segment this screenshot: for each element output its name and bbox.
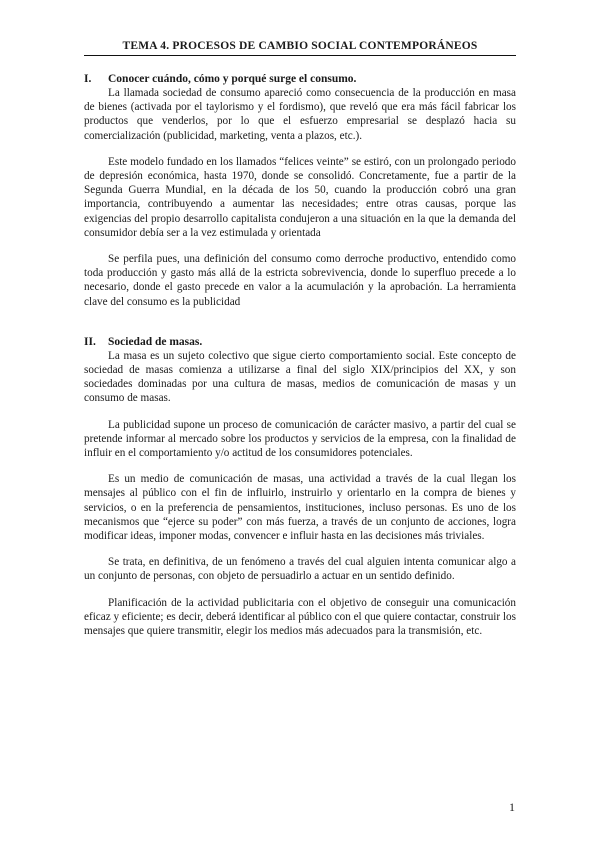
- page-title: TEMA 4. PROCESOS DE CAMBIO SOCIAL CONTEMPORÁNEOS: [84, 40, 516, 56]
- paragraph: Se perfila pues, una definición del consumo como derroche productivo, entendido como toda producción y gasto más allá de la estricta sobrevivencia, donde lo superfluo precede a lo necesario, donde el gasto precede en valor a la acumulación y la aprobación. La herramienta clave del consumo es la publicidad: [84, 253, 516, 308]
- section-heading-consumo: [84, 72, 516, 86]
- paragraph: La masa es un sujeto colectivo que sigue cierto comportamiento social. Este concepto de sociedad de masas comienza a utilizarse a final del siglo XIX/principios del XX, y son sociedades dominadas por una cultura de masas, medios de comunicación de masas y un consumo de masas.: [84, 349, 516, 405]
- paragraph: Se trata, en definitiva, de un fenómeno a través del cual alguien intenta comunicar algo a un conjunto de personas, con objeto de persuadirlo a actuar en un sentido definido.: [84, 556, 516, 583]
- section-heading-sociedad-de-masas: [84, 335, 516, 349]
- paragraph: La publicidad supone un proceso de comunicación de carácter masivo, a partir del cual se pretende informar al mercado sobre los productos y servicios de la empresa, con la finalidad de influir en el comportamiento y/o actitud de los consumidores potenciales.: [84, 418, 516, 460]
- section-number: II.: [84, 335, 96, 348]
- paragraph: Es un medio de comunicación de masas, una actividad a través de la cual llegan los mensajes al público con el fin de influirlo, instruirlo y orientarlo en la compra de bienes y servicios, o en la preferencia de pensamientos, instituciones, incluso personas. Es uno de los mecanismos que “ejerce su poder” con más fuerza, a través de un conjunto de acciones, logra modificar ideas, imponer modas, convencer e influir hasta en las decisiones más triviales.: [84, 473, 516, 543]
- section-title: Conocer cuándo, cómo y porqué surge el consumo.: [108, 73, 357, 85]
- paragraph: La llamada sociedad de consumo apareció como consecuencia de la producción en masa de bienes (activada por el taylorismo y el fordismo), que reveló que era más fácil fabricar los productos que venderlos, por lo que el esfuerzo empresarial se desplazó hacia su comercialización (publicidad, marketing, venta a plazos, etc.).: [84, 87, 516, 142]
- section-title: Sociedad de masas.: [108, 335, 203, 348]
- page-number: 1: [509, 800, 515, 814]
- document-body: [84, 72, 516, 638]
- paragraph: Planificación de la actividad publicitaria con el objetivo de conseguir una comunicación eficaz y eficiente; es decir, deberá identificar al público con el que quiere contactar, construir los mensajes que quiere transmitir, elegir los medios más adecuados para la transmisión, etc.: [84, 596, 516, 638]
- paragraph: Este modelo fundado en los llamados “felices veinte” se estiró, con un prolongado periodo de depresión económica, hasta 1970, donde se consolidó. Concretamente, fue a partir de la Segunda Guerra Mundial, en la década de los 50, cuando la producción cobró una gran importancia, contribuyendo a aumentar las necesidades; entre otras causas, porque las exigencias del propio desarrollo capitalista condujeron a una situación en la que la demanda del consumidor debía ser a la vez estimulada y orientada: [84, 155, 516, 239]
- section-number: I.: [84, 73, 92, 85]
